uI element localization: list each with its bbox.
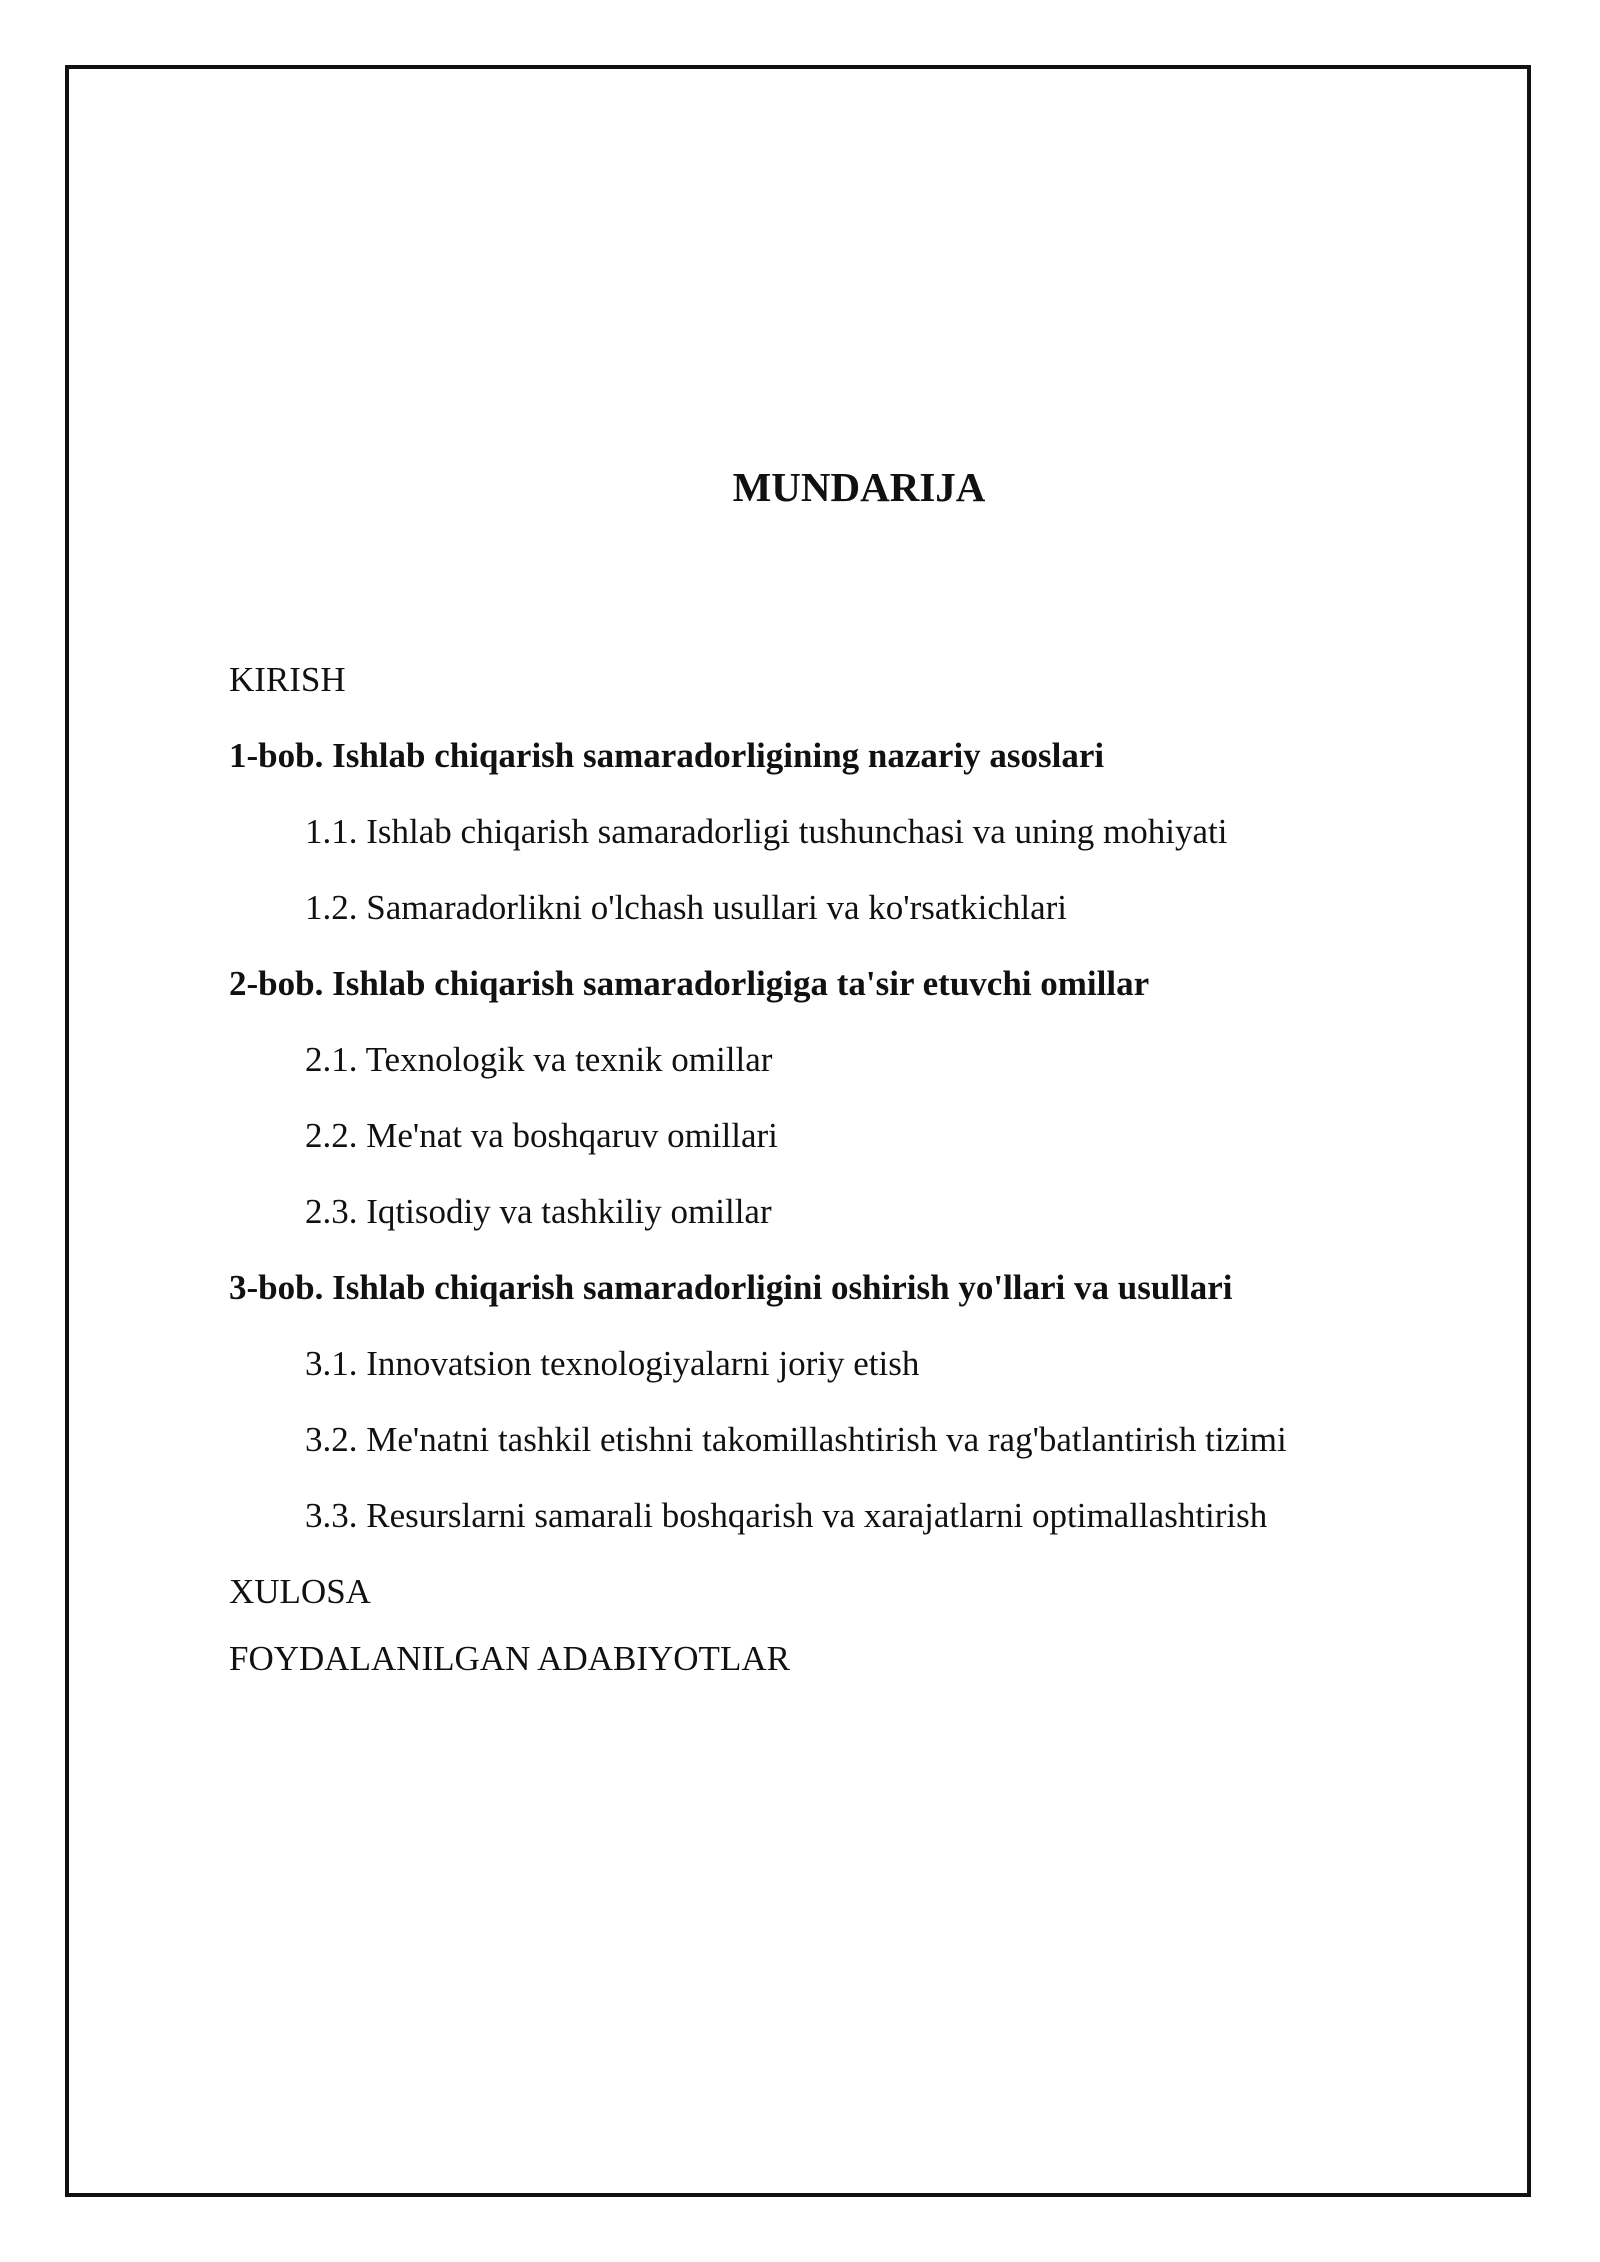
toc-section-3-2: 3.2. Me'natni tashkil etishni takomillashtirish va rag'batlantirish tizimi xyxy=(305,1420,1287,1459)
page-title: MUNDARIJA xyxy=(732,464,986,510)
toc-section-1-2: 1.2. Samaradorlikni o'lchash usullari va ko'rsatkichlari xyxy=(305,888,1068,927)
toc-chapter-2: 2-bob. Ishlab chiqarish samaradorligiga ta'sir etuvchi omillar xyxy=(229,964,1150,1003)
toc-entry-kirish: KIRISH xyxy=(229,660,346,699)
toc-section-2-2: 2.2. Me'nat va boshqaruv omillari xyxy=(305,1116,778,1155)
toc-chapter-1: 1-bob. Ishlab chiqarish samaradorligining nazariy asoslari xyxy=(229,736,1105,775)
toc-section-2-1: 2.1. Texnologik va texnik omillar xyxy=(305,1040,773,1079)
toc-section-1-1: 1.1. Ishlab chiqarish samaradorligi tushunchasi va uning mohiyati xyxy=(305,812,1228,851)
toc-entry-xulosa: XULOSA xyxy=(229,1572,371,1611)
toc-section-3-3: 3.3. Resurslarni samarali boshqarish va xarajatlarni optimallashtirish xyxy=(305,1496,1268,1535)
table-of-contents xyxy=(229,642,1489,1688)
toc-section-2-3: 2.3. Iqtisodiy va tashkiliy omillar xyxy=(305,1192,772,1231)
toc-chapter-3: 3-bob. Ishlab chiqarish samaradorligini oshirish yo'llari va usullari xyxy=(229,1268,1233,1307)
toc-entry-adabiyotlar: FOYDALANILGAN ADABIYOTLAR xyxy=(229,1639,790,1678)
toc-section-3-1: 3.1. Innovatsion texnologiyalarni joriy etish xyxy=(305,1344,920,1383)
